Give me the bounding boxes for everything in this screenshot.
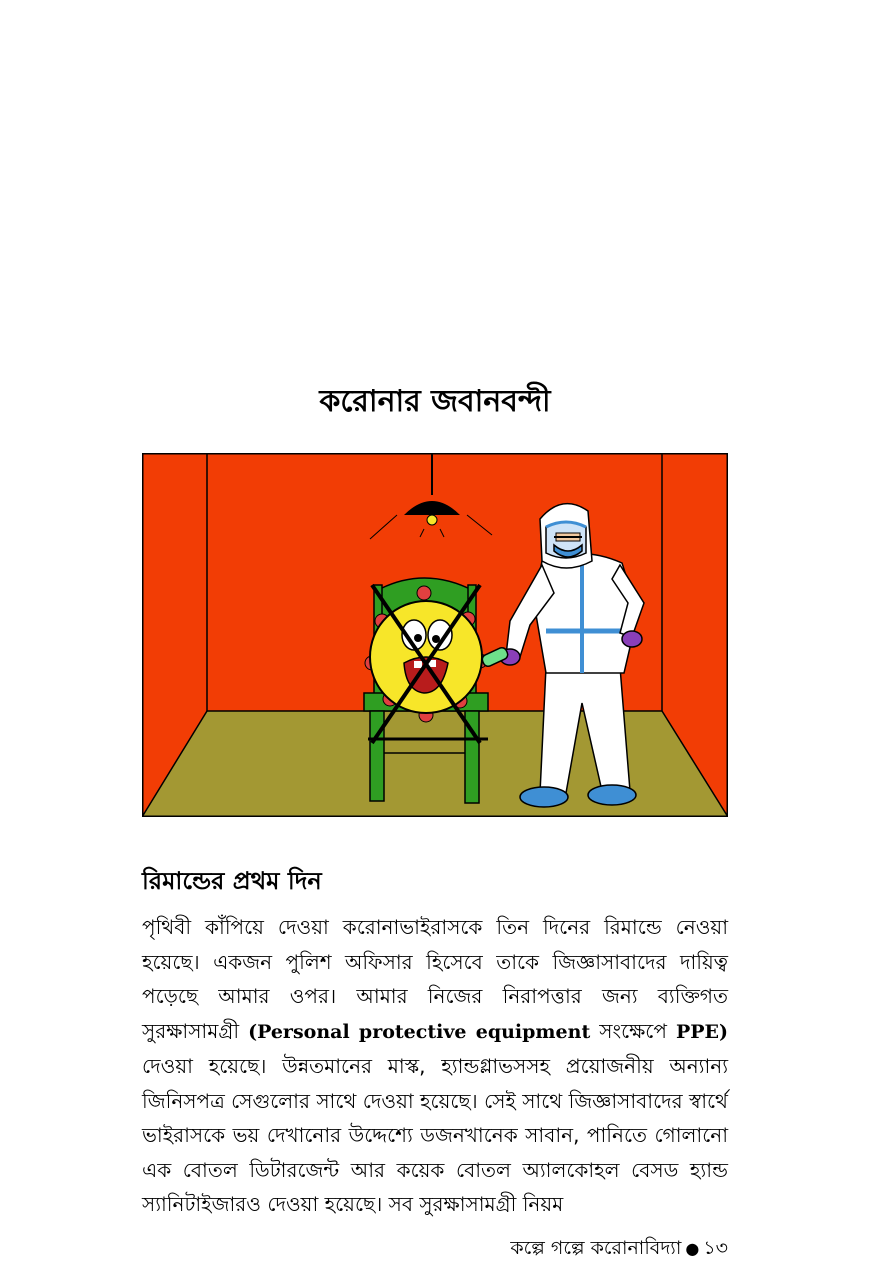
- body-text-part: পৃথিবী কাঁপিয়ে দেওয়া করোনাভাইরাসকে তিন দিনের রিমান্ডে নেওয়া হয়েছে। একজন পুলিশ অফিসার হিসেবে তাকে জিজ্ঞাসাবাদের দায়িত্ব পড়েছে আমার ওপর। আমার নিজের নিরাপত্তার জন্য ব্যক্তিগত সুরক্ষাসামগ্রী: [142, 915, 728, 1043]
- body-text: [142, 910, 728, 1222]
- book-title: কল্পে গল্পে করোনাবিদ্যা: [510, 1237, 682, 1259]
- body-text-part: সংক্ষেপে: [599, 1018, 667, 1043]
- body-text-english: (Personal protective equipment: [248, 1020, 591, 1043]
- section-title: রিমান্ডের প্রথম দিন: [142, 867, 322, 895]
- page-number: ১৩: [703, 1237, 728, 1259]
- interrogation-illustration: [142, 453, 728, 817]
- body-paragraph: [142, 910, 728, 1222]
- body-text-english: PPE): [675, 1020, 729, 1043]
- floor: [142, 711, 728, 817]
- chapter-title: করোনার জবানবন্দী: [319, 384, 551, 419]
- separator-dot: ●: [685, 1239, 700, 1258]
- page-footer: [510, 1234, 728, 1263]
- body-text-part: দেওয়া হয়েছে। উন্নতমানের মাস্ক, হ্যান্ডগ্লাভসসহ প্রয়োজনীয় অন্যান্য জিনিসপত্র সেগুলোর সাথে দেওয়া হয়েছে। সেই সাথে জিজ্ঞাসাবাদের স্বার্থে ভাইরাসকে ভয় দেখানোর উদ্দেশ্যে ডজনখানেক সাবান, পানিতে গোলানো এক বোতল ডিটারজেন্ট আর কয়েক বোতল অ্যালকোহল বেসড হ্যান্ড স্যানিটাইজারও দেওয়া হয়েছে। সব সুরক্ষাসামগ্রী নিয়ম: [142, 1054, 728, 1216]
